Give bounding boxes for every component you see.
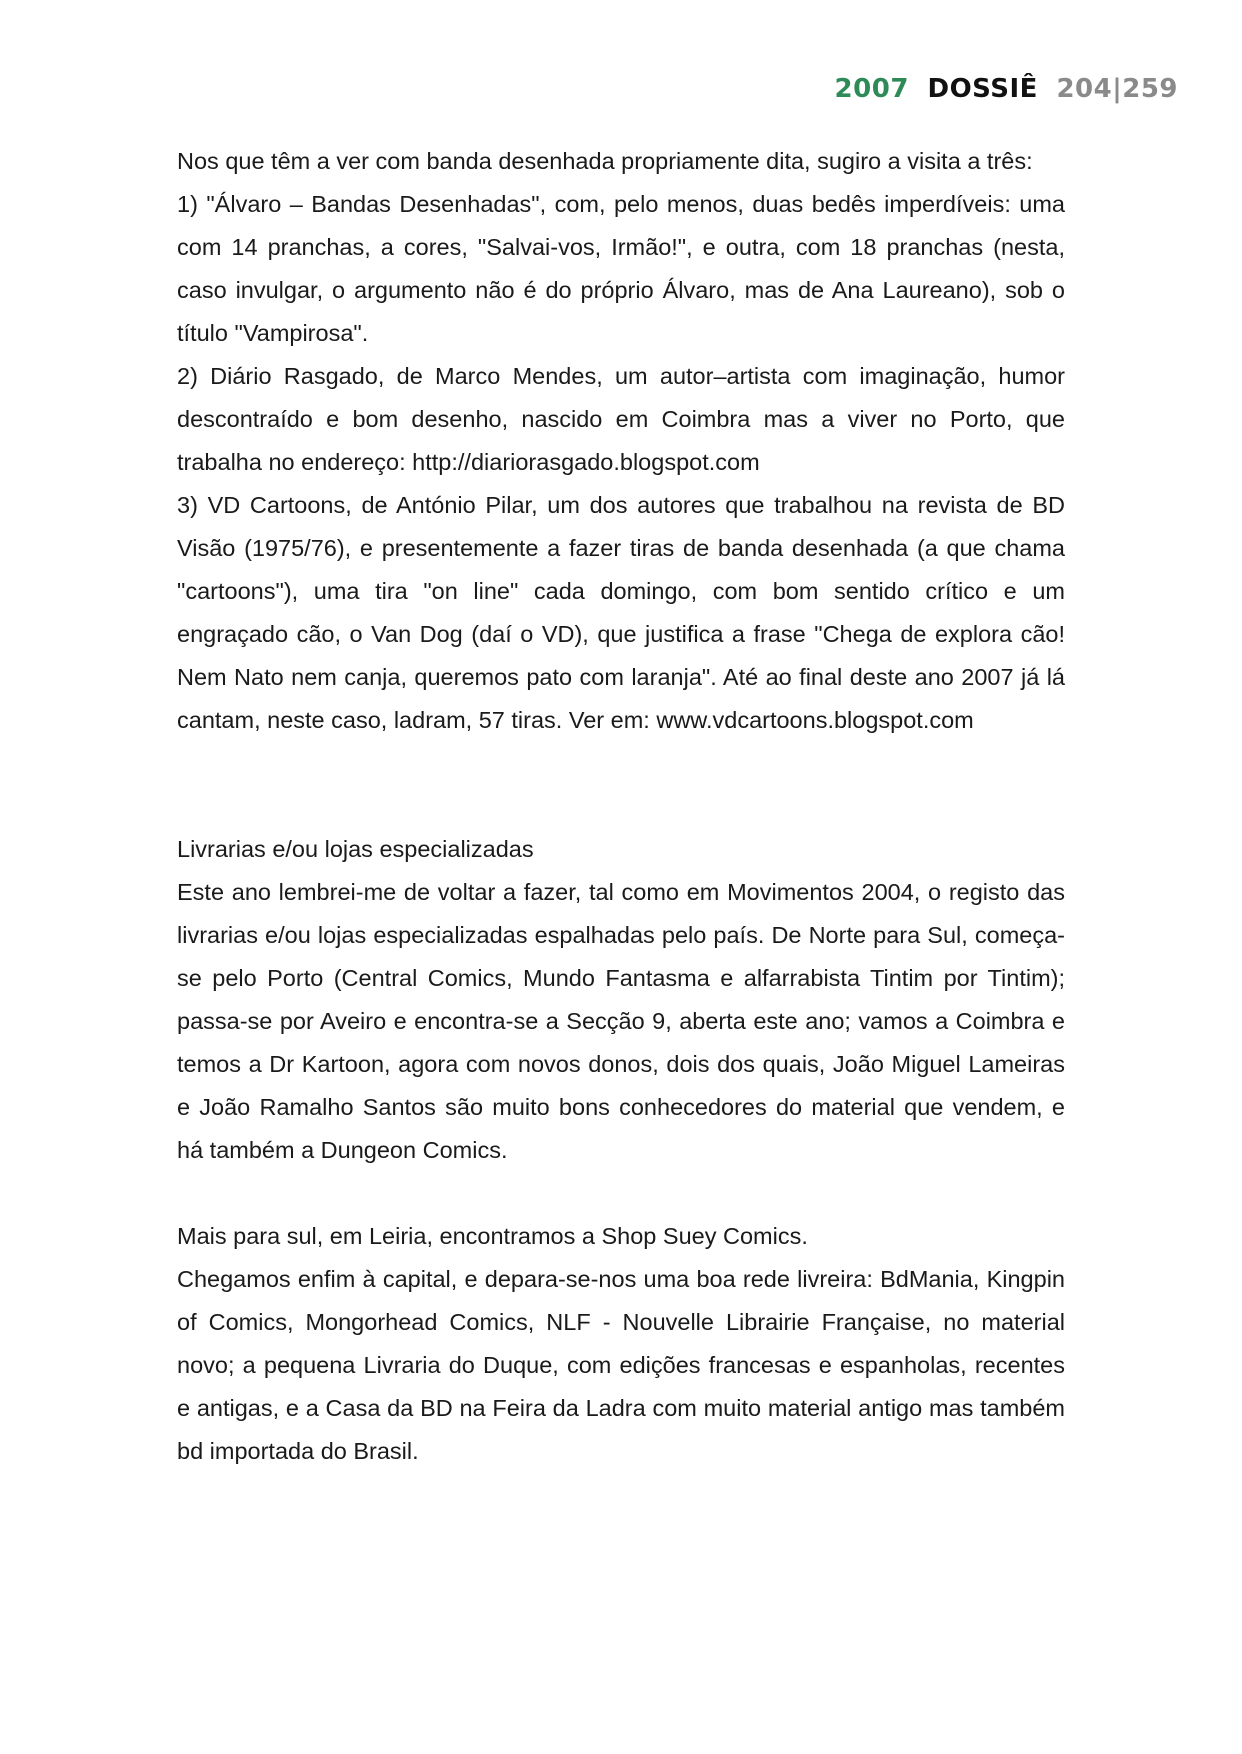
- section-heading: Livrarias e/ou lojas especializadas: [177, 836, 534, 862]
- header-page-numbers: 204|259: [1056, 74, 1178, 104]
- bookstores-paragraph-north: Este ano lembrei-me de voltar a fazer, tal como em Movimentos 2004, o registo das livrarias e/ou lojas especializadas espalhadas pelo país. De Norte para Sul, começa-se pelo Porto (Central Comics, Mundo Fantasma e alfarrabista Tintim por Tintim); passa-se por Aveiro e encontra-se a Secção 9, aberta este ano; vamos a Coimbra e temos a Dr Kartoon, agora com novos donos, dois dos quais, João Miguel Lameiras e João Ramalho Santos são muito bons conhecedores do material que vendem, e há também a Dungeon Comics.: [177, 879, 1065, 1163]
- page-header: [835, 74, 1178, 104]
- list-item-alvaro: 1) "Álvaro – Bandas Desenhadas", com, pelo menos, duas bedês imperdíveis: uma com 14 pranchas, a cores, "Salvai-vos, Irmão!", e outra, com 18 pranchas (nesta, caso invulgar, o argumento não é do próprio Álvaro, mas de Ana Laureano), sob o título "Vampirosa".: [177, 191, 1065, 346]
- section-spacer: [177, 742, 1065, 828]
- header-title: DOSSIÊ: [927, 74, 1038, 104]
- document-body: [177, 140, 1065, 1473]
- header-year: 2007: [834, 74, 909, 104]
- list-item-vd-cartoons: 3) VD Cartoons, de António Pilar, um dos autores que trabalhou na revista de BD Visão (1975/76), e presentemente a fazer tiras de banda desenhada (a que chama "cartoons"), uma tira "on line" cada domingo, com bom sentido crítico e um engraçado cão, o Van Dog (daí o VD), que justifica a frase "Chega de explora cão! Nem Nato nem canja, queremos pato com laranja". Até ao final deste ano 2007 já lá cantam, neste caso, ladram, 57 tiras. Ver em: www.vdcartoons.blogspot.com: [177, 492, 1065, 733]
- list-item-diario-rasgado: 2) Diário Rasgado, de Marco Mendes, um autor–artista com imaginação, humor descontraído e bom desenho, nascido em Coimbra mas a viver no Porto, que trabalha no endereço: http://diariorasgado.blogspot.com: [177, 363, 1065, 475]
- paragraph-spacer: [177, 1172, 1065, 1215]
- intro-paragraph: Nos que têm a ver com banda desenhada propriamente dita, sugiro a visita a três:: [177, 148, 1033, 174]
- bookstores-paragraph-leiria: Mais para sul, em Leiria, encontramos a Shop Suey Comics.: [177, 1223, 808, 1249]
- bookstores-paragraph-lisbon: Chegamos enfim à capital, e depara-se-nos uma boa rede livreira: BdMania, Kingpin of Comics, Mongorhead Comics, NLF - Nouvelle Librairie Française, no material novo; a pequena Livraria do Duque, com edições francesas e espanholas, recentes e antigas, e a Casa da BD na Feira da Ladra com muito material antigo mas também bd importada do Brasil.: [177, 1266, 1065, 1464]
